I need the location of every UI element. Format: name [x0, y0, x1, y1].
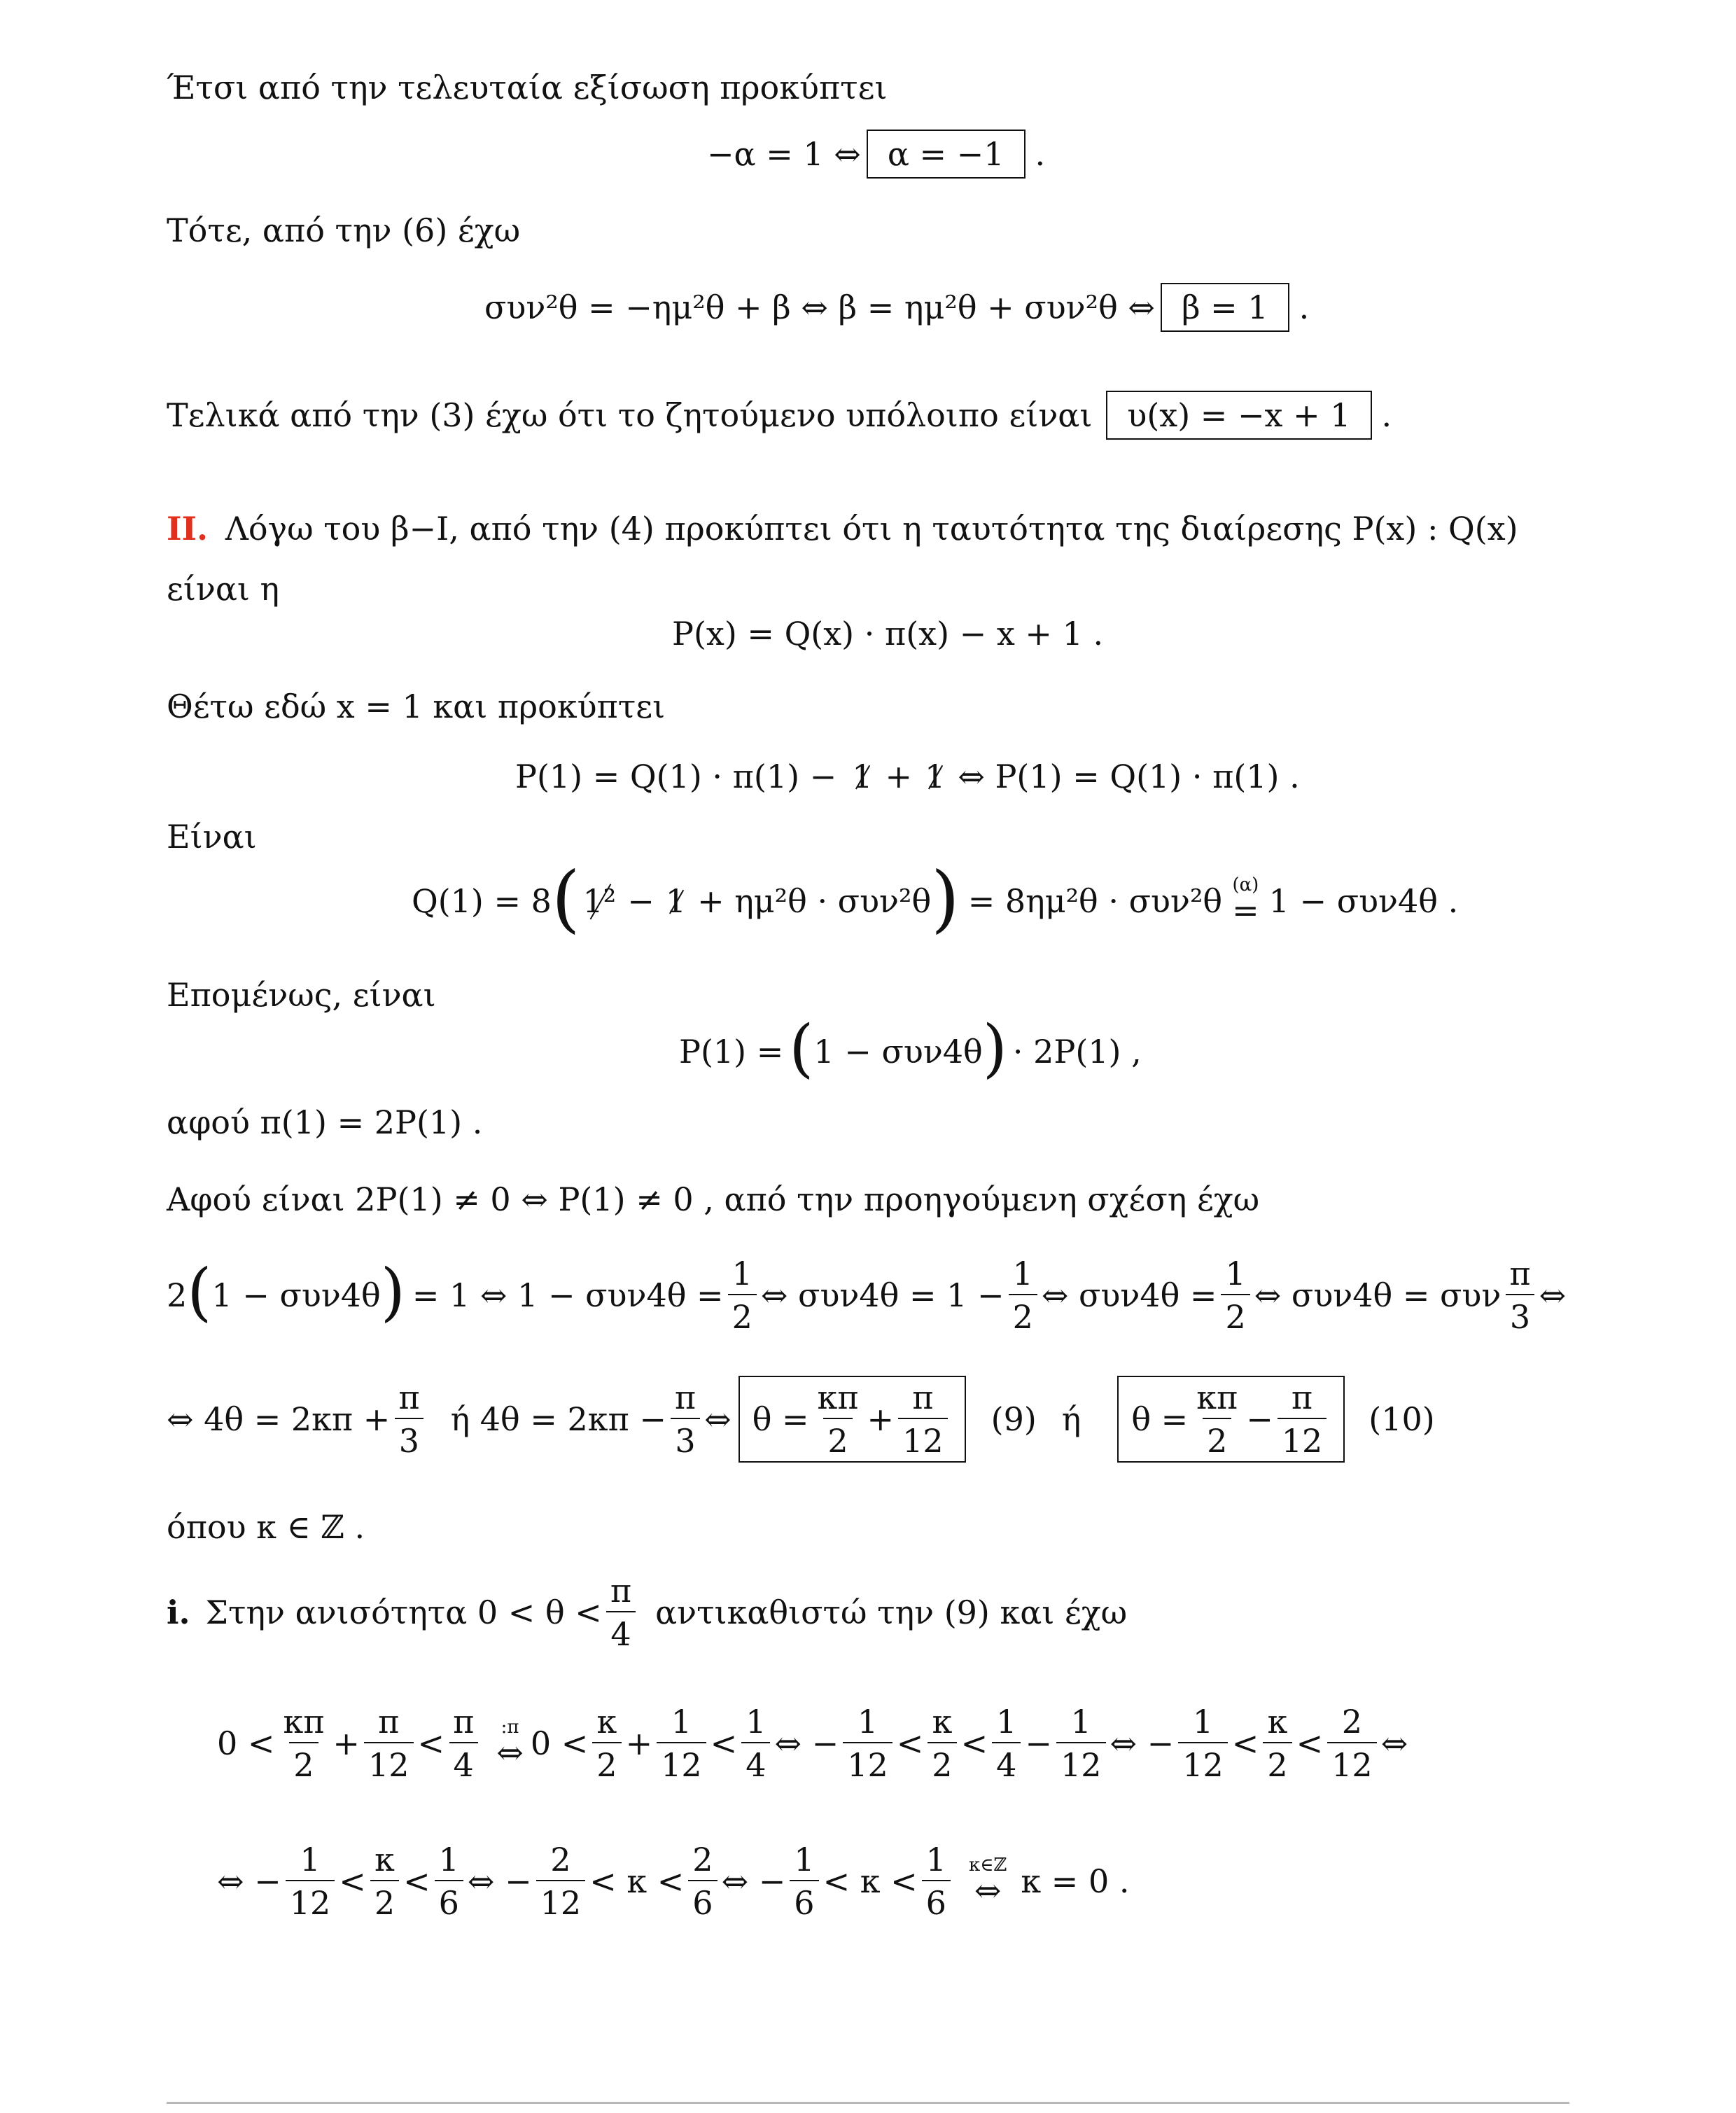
- denominator: 12: [364, 1742, 414, 1781]
- eq-text: ⇔ −: [774, 1724, 839, 1762]
- eq-text: ⇔ 4θ = 2κπ +: [167, 1400, 391, 1438]
- eq-end: .: [1035, 135, 1046, 173]
- eq-text: Στην ανισότητα 0 < θ <: [205, 1594, 602, 1631]
- equation-kappa: [217, 1836, 1129, 1927]
- fraction: [1327, 1703, 1377, 1784]
- eq-text: 0 <: [530, 1724, 589, 1762]
- eq-text: θ =: [752, 1400, 809, 1438]
- fraction: [1505, 1255, 1534, 1336]
- annotated-equals: [1232, 874, 1259, 929]
- fraction: [1009, 1255, 1037, 1336]
- equation-q1: [412, 856, 1459, 941]
- fraction: [922, 1841, 951, 1922]
- denominator: 12: [536, 1880, 586, 1919]
- eq-operator: <: [710, 1724, 738, 1762]
- section-ii-heading: [167, 510, 1518, 548]
- denominator: 2: [592, 1742, 621, 1781]
- denominator: 4: [606, 1611, 635, 1650]
- equation-inequality: [217, 1701, 1408, 1785]
- numerator: π: [674, 1379, 696, 1416]
- fraction: [394, 1379, 424, 1460]
- numerator: 1: [996, 1703, 1017, 1741]
- eq-text: ⇔ −: [467, 1862, 532, 1900]
- fraction: [813, 1379, 863, 1460]
- eq-end: .: [1381, 396, 1392, 434]
- boxed-text: β = 1: [1181, 288, 1268, 326]
- fraction: [1278, 1379, 1327, 1460]
- iff-annotation: κ∈ℤ: [968, 1855, 1007, 1876]
- iff-annotation: :π: [500, 1717, 519, 1738]
- eq-text: = 8ημ²θ · συν²θ: [967, 882, 1223, 920]
- eq-text: < κ <: [589, 1862, 685, 1900]
- fraction: [671, 1379, 700, 1460]
- fraction: [435, 1841, 463, 1922]
- fraction: [927, 1703, 956, 1784]
- boxed-result: [1161, 283, 1289, 332]
- denominator: 2: [823, 1418, 852, 1457]
- equation-alpha: [707, 130, 1045, 179]
- numerator: 1: [300, 1841, 321, 1878]
- equation-p1: [515, 760, 1300, 793]
- boxed-text: α = −1: [887, 135, 1004, 173]
- fraction: [1221, 1255, 1250, 1336]
- denominator: 12: [843, 1742, 892, 1781]
- denominator: 12: [657, 1742, 706, 1781]
- paren-right: ): [931, 856, 960, 941]
- denominator: 2: [927, 1742, 956, 1781]
- eq-text: ⇔ συν4θ =: [1041, 1276, 1217, 1314]
- division-identity: P(x) = Q(x) · π(x) − x + 1 .: [672, 615, 1104, 653]
- eq-operator: <: [403, 1862, 430, 1900]
- denominator: 2: [370, 1880, 399, 1919]
- eq-operator: <: [1231, 1724, 1259, 1762]
- numerator: π: [1509, 1255, 1531, 1292]
- eq-text: 1 − συν4θ: [211, 1276, 381, 1314]
- annotated-iff: [496, 1718, 524, 1769]
- denominator: 4: [449, 1742, 478, 1781]
- fraction: [536, 1841, 586, 1922]
- boxed-text: υ(x) = −x + 1: [1127, 396, 1351, 434]
- paren-left: (: [551, 856, 580, 941]
- text-line: Αφού είναι 2P(1) ≠ 0 ⇔ P(1) ≠ 0 , από την προηγούμενη σχέση έχω: [167, 1180, 1260, 1218]
- eq-operator: <: [1296, 1724, 1324, 1762]
- eq-text: 0 <: [217, 1724, 275, 1762]
- denominator: 2: [1009, 1294, 1037, 1333]
- subquestion-label: i.: [167, 1594, 190, 1631]
- eq-operator: +: [867, 1400, 895, 1438]
- fraction: [370, 1841, 399, 1922]
- eq-text: 2: [167, 1276, 188, 1314]
- denominator: 12: [1178, 1742, 1228, 1781]
- eq-text: = 1 ⇔ 1 − συν4θ =: [412, 1276, 724, 1314]
- numerator: 2: [550, 1841, 571, 1878]
- fraction: [843, 1703, 892, 1784]
- numerator: κπ: [817, 1379, 859, 1416]
- cancelled-term: 1²: [582, 882, 617, 920]
- boxed-solution-9: [738, 1376, 966, 1463]
- boxed-solution-10: [1117, 1376, 1345, 1463]
- denominator: 3: [395, 1418, 424, 1457]
- denominator: 2: [1221, 1294, 1250, 1333]
- denominator: 2: [1203, 1418, 1231, 1457]
- denominator: 12: [1056, 1742, 1106, 1781]
- eq-operator: −: [1246, 1400, 1273, 1438]
- eq-text: ⇔ συν4θ = συν: [1254, 1276, 1502, 1314]
- remainder-statement: [167, 391, 1392, 440]
- numerator: 1: [746, 1703, 766, 1741]
- eq-text: ⇔ −: [1110, 1724, 1175, 1762]
- eq-operator: <: [417, 1724, 445, 1762]
- fraction: [279, 1703, 328, 1784]
- numerator: 1: [1225, 1255, 1246, 1292]
- eq-operator: =: [1232, 891, 1259, 929]
- cancelled-term: 1: [852, 758, 873, 795]
- denominator: 6: [435, 1880, 463, 1919]
- denominator: 12: [286, 1880, 335, 1919]
- text-line: Έτσι από την τελευταία εξίσωση προκύπτει: [167, 69, 888, 106]
- denominator: 4: [992, 1742, 1021, 1781]
- eq-text: 1 − συν4θ: [813, 1033, 983, 1071]
- numerator: 2: [692, 1841, 713, 1878]
- fraction: [688, 1841, 717, 1922]
- paren-right: ): [982, 1012, 1007, 1085]
- fraction: [286, 1841, 335, 1922]
- eq-operator: −: [1025, 1724, 1052, 1762]
- eq-text: ή 4θ = 2κπ −: [450, 1400, 666, 1438]
- fraction: [1192, 1379, 1242, 1460]
- equation-cos4theta: [167, 1253, 1566, 1337]
- boxed-result: [867, 130, 1026, 179]
- denominator: 4: [741, 1742, 770, 1781]
- eq-operator: <: [896, 1724, 924, 1762]
- fraction: [449, 1703, 478, 1784]
- numerator: 1: [732, 1255, 752, 1292]
- text-line: Θέτω εδώ x = 1 και προκύπτει: [167, 688, 666, 725]
- numerator: π: [1291, 1379, 1313, 1416]
- text-line: αντικαθιστώ την (9) και έχω: [655, 1594, 1128, 1631]
- numerator: 1: [438, 1841, 459, 1878]
- eq-operator: ⇔: [496, 1734, 524, 1771]
- denominator: 2: [1263, 1742, 1292, 1781]
- denominator: 6: [922, 1880, 951, 1919]
- numerator: π: [912, 1379, 934, 1416]
- eq-text: ή: [1061, 1400, 1082, 1438]
- fraction: [741, 1703, 770, 1784]
- eq-text: ⇔ συν4θ = 1 −: [760, 1276, 1004, 1314]
- text-line: Είναι: [167, 818, 257, 856]
- denominator: 2: [289, 1742, 318, 1781]
- fraction: [657, 1703, 706, 1784]
- paren-left: (: [187, 1255, 212, 1329]
- denominator: 3: [671, 1418, 699, 1457]
- eq-text: + ημ²θ · συν²θ: [697, 882, 932, 920]
- text-line: Επομένως, είναι: [167, 976, 436, 1014]
- section-label: II.: [167, 510, 209, 548]
- denominator: 6: [790, 1880, 818, 1919]
- numerator: 1: [925, 1841, 946, 1878]
- numerator: 1: [1192, 1703, 1214, 1741]
- numerator: 1: [794, 1841, 815, 1878]
- numerator: π: [378, 1703, 400, 1741]
- eq-text: 1 − συν4θ .: [1268, 882, 1459, 920]
- text-line: Τότε, από την (6) έχω: [167, 211, 521, 249]
- annotated-iff: [968, 1855, 1007, 1909]
- numerator: κ: [932, 1703, 953, 1741]
- paren-left: (: [789, 1012, 814, 1085]
- eq-operator: <: [339, 1862, 366, 1900]
- numerator: 1: [1070, 1703, 1091, 1741]
- denominator: 6: [688, 1880, 717, 1919]
- eq-operator: ⇔: [974, 1871, 1002, 1909]
- equation-p1-product: [679, 1012, 1142, 1087]
- eq-operator: +: [885, 758, 913, 795]
- numerator: π: [610, 1572, 632, 1610]
- text-line: Λόγω του β−Ι, από την (4) προκύπτει ότι η ταυτότητα της διαίρεσης P(x) : Q(x): [225, 510, 1518, 548]
- eq-text: P(1) =: [679, 1033, 784, 1071]
- numerator: 1: [671, 1703, 692, 1741]
- fraction: [364, 1703, 414, 1784]
- eq-operator: +: [332, 1724, 360, 1762]
- fraction: [898, 1379, 948, 1460]
- numerator: π: [453, 1703, 475, 1741]
- eq-end: .: [1298, 288, 1310, 326]
- text-line: αφού π(1) = 2P(1) .: [167, 1103, 483, 1141]
- numerator: κ: [1267, 1703, 1288, 1741]
- eq-text: Q(1) = 8: [412, 882, 552, 920]
- eq-text: · 2P(1) ,: [1012, 1033, 1142, 1071]
- numerator: κπ: [1196, 1379, 1238, 1416]
- equation-theta-solutions: [167, 1374, 1435, 1465]
- numerator: κ: [374, 1841, 395, 1878]
- fraction: [728, 1255, 757, 1336]
- eq-text: ⇔: [1380, 1724, 1408, 1762]
- text-line: όπου κ ∈ ℤ .: [167, 1508, 365, 1546]
- eq-operator: <: [960, 1724, 988, 1762]
- eq-operator: +: [625, 1724, 653, 1762]
- eq-text: θ =: [1131, 1400, 1189, 1438]
- fraction: [1178, 1703, 1228, 1784]
- fraction: [790, 1841, 818, 1922]
- cancelled-term: 1: [665, 882, 687, 920]
- eq-text: P(1) = Q(1) · π(1) −: [515, 758, 837, 795]
- denominator: 3: [1506, 1294, 1534, 1333]
- numerator: π: [398, 1379, 420, 1416]
- fraction: [592, 1703, 621, 1784]
- numerator: κπ: [283, 1703, 325, 1741]
- text-line: είναι η: [167, 570, 280, 608]
- equation-beta: [484, 283, 1309, 332]
- denominator: 12: [1327, 1742, 1377, 1781]
- footer-divider: [167, 2102, 1569, 2104]
- eq-text: ⇔: [704, 1400, 732, 1438]
- numerator: κ: [596, 1703, 617, 1741]
- eq-text: ⇔ P(1) = Q(1) · π(1) .: [958, 758, 1300, 795]
- numerator: 1: [1012, 1255, 1033, 1292]
- eq-text: −α = 1 ⇔: [707, 135, 861, 173]
- fraction: [992, 1703, 1021, 1784]
- boxed-result: [1106, 391, 1371, 440]
- text-line: Τελικά από την (3) έχω ότι το ζητούμενο υπόλοιπο είναι: [167, 396, 1093, 434]
- equals-annotation: (α): [1232, 874, 1259, 895]
- numerator: 1: [857, 1703, 878, 1741]
- paren-right: ): [380, 1255, 405, 1329]
- denominator: 12: [1278, 1418, 1327, 1457]
- denominator: 12: [898, 1418, 948, 1457]
- eq-text: ⇔ −: [217, 1862, 281, 1900]
- fraction: [1056, 1703, 1106, 1784]
- eq-operator: −: [627, 882, 654, 920]
- fraction: [1263, 1703, 1292, 1784]
- equation-tag: (9): [990, 1400, 1037, 1438]
- eq-text: κ = 0 .: [1021, 1862, 1130, 1900]
- denominator: 2: [728, 1294, 757, 1333]
- cancelled-term: 1: [925, 758, 946, 795]
- eq-text: < κ <: [822, 1862, 918, 1900]
- numerator: 2: [1341, 1703, 1363, 1741]
- eq-text: συν²θ = −ημ²θ + β ⇔ β = ημ²θ + συν²θ ⇔: [484, 288, 1155, 326]
- equation-tag: (10): [1368, 1400, 1435, 1438]
- fraction: [606, 1572, 636, 1653]
- eq-text: ⇔ −: [721, 1862, 786, 1900]
- subquestion-i: [167, 1574, 1127, 1651]
- eq-text: ⇔: [1539, 1276, 1567, 1314]
